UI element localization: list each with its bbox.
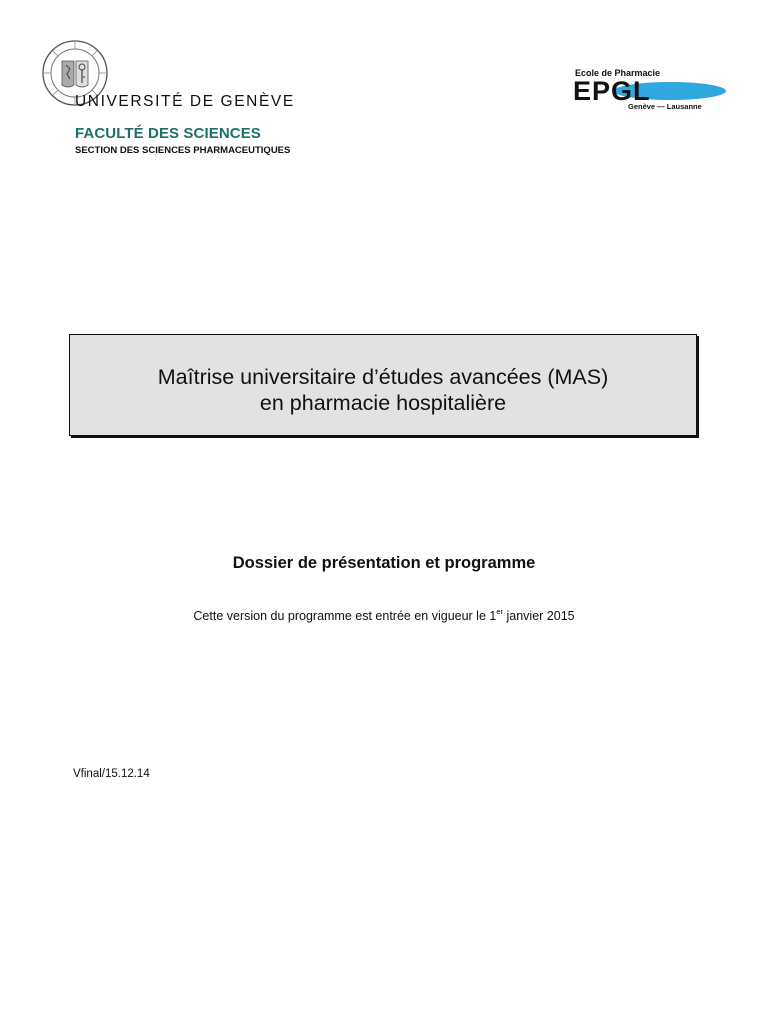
university-name: UNIVERSITÉ DE GENÈVE — [75, 93, 295, 110]
epgl-acronym-text: EPGL — [573, 76, 651, 106]
faculty-name: FACULTÉ DES SCIENCES — [75, 125, 261, 142]
section-name: SECTION DES SCIENCES PHARMACEUTIQUES — [75, 145, 291, 156]
document-subtitle: Dossier de présentation et programme — [232, 554, 536, 572]
validity-text-after: janvier 2015 — [503, 609, 575, 623]
version-label: Vfinal/15.12.14 — [73, 768, 150, 780]
epgl-cities-text: Genève — Lausanne — [628, 102, 702, 111]
validity-superscript: er — [496, 607, 504, 616]
validity-text-before: Cette version du programme est entrée en vigueur le 1 — [193, 609, 497, 623]
title-line-2: en pharmacie hospitalière — [259, 391, 507, 415]
epgl-logo — [572, 66, 732, 112]
title-line-1: Maîtrise universitaire d’études avancées (MAS) — [157, 365, 609, 389]
validity-statement — [0, 609, 768, 623]
title-box — [69, 334, 697, 436]
epgl-school-text: Ecole de Pharmacie — [575, 68, 661, 78]
